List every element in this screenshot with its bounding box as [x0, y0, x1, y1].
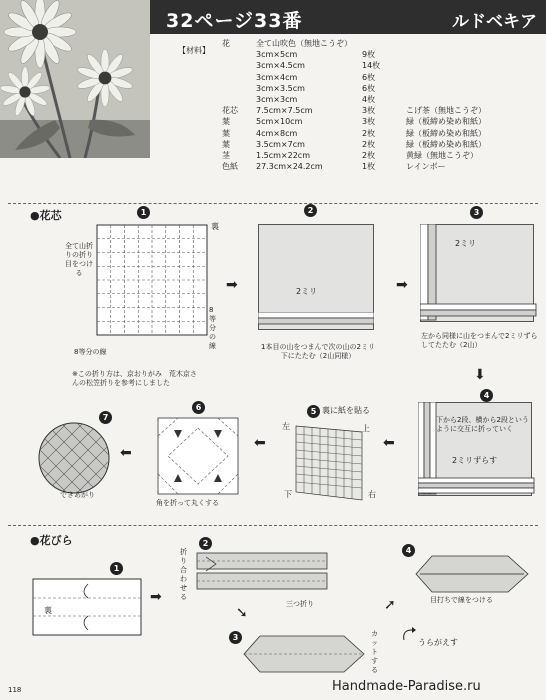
finished-core: [36, 420, 112, 496]
materials-size: 7.5cm×7.5cm: [256, 106, 313, 116]
tri-folded-strip: [196, 552, 330, 594]
step-number: 1: [137, 206, 150, 219]
materials-part: 葉: [222, 117, 230, 127]
direction-top: 上: [362, 424, 370, 433]
materials-qty: 1枚: [362, 162, 376, 172]
step-number: 1: [110, 562, 123, 575]
section-heading-petal: ●花びら: [30, 534, 73, 547]
materials-size: 全て山吹色（無地こうぞ）: [256, 39, 352, 48]
division-label-bottom: 8等分の線: [74, 348, 107, 356]
materials-qty: 9枚: [362, 50, 376, 60]
materials-size: 3cm×3cm: [256, 95, 298, 104]
offset-label: 2ミリ: [296, 287, 318, 296]
reverse-side-label: 裏: [44, 606, 52, 615]
section-divider: [8, 525, 538, 526]
flip-over-icon: [400, 626, 418, 644]
flower-illustration: [0, 0, 150, 158]
step-number: 7: [99, 411, 112, 424]
materials-size: 4cm×8cm: [256, 128, 298, 138]
valley-note: 全て山折りの折り目をつける: [65, 242, 93, 277]
scored-petal: [412, 552, 530, 596]
materials-part: 花: [222, 39, 230, 48]
offset-label: 2ミリ: [455, 239, 477, 248]
flip-over-label: うらがえす: [418, 638, 458, 647]
arrow-right-icon: ➡: [226, 277, 238, 293]
section-divider: [8, 203, 538, 204]
materials-size: 5cm×10cm: [256, 117, 303, 127]
materials-heading: 【材料】: [178, 46, 210, 55]
tri-fold-label: 三つ折り: [286, 600, 314, 608]
fold-together-note: 折り合わせる: [180, 548, 187, 601]
materials-qty: 6枚: [362, 72, 376, 82]
arrow-left-icon: ⬅: [254, 435, 266, 451]
materials-size: 3cm×5cm: [256, 50, 298, 60]
materials-size: 3cm×4cm: [256, 72, 298, 82]
page-number: 118: [8, 686, 22, 694]
materials-table: [222, 38, 522, 178]
finished-label: できあがり: [60, 491, 95, 499]
step-number: 6: [192, 401, 205, 414]
materials-size: 3cm×3.5cm: [256, 83, 305, 93]
arrow-up-right-icon: ➚: [384, 597, 396, 613]
rudbeckia-photo: [0, 0, 150, 158]
page-title: 32ページ33番: [166, 10, 303, 32]
materials-color: レインボー: [406, 162, 446, 172]
step2-caption: 1本目の山をつまんで次の山の2ミリ下にたたむ（2山同様）: [261, 343, 375, 360]
materials-part: 茎: [222, 151, 230, 160]
direction-bottom: 下: [284, 490, 292, 499]
arrow-right-icon: ➡: [150, 589, 162, 605]
materials-qty: 3枚: [362, 117, 376, 127]
arrow-right-icon: ➡: [396, 277, 408, 293]
materials-size: 3.5cm×7cm: [256, 139, 305, 149]
watermark: Handmade-Paradise.ru: [332, 679, 481, 694]
materials-qty: 2枚: [362, 151, 376, 160]
step-number: 4: [480, 389, 493, 402]
arrow-left-icon: ⬅: [383, 435, 395, 451]
cut-note: カットする: [371, 630, 378, 674]
materials-size: 3cm×4.5cm: [256, 61, 305, 71]
step-number: 5: [307, 405, 320, 418]
direction-right: 右: [368, 490, 376, 499]
step4-caption: 下から2段、横から2段というように交互に折っていく: [436, 416, 529, 433]
reference-note: ※この折り方は、京おりがみ 荒木京さんの松笠折りを参考にしました: [72, 370, 197, 387]
glue-note: 裏に紙を貼る: [322, 406, 370, 415]
materials-qty: 2枚: [362, 128, 376, 138]
materials-size: 1.5cm×22cm: [256, 151, 310, 160]
step3-caption: 左から同様に山をつまんで2ミリずらしてたたむ（2山）: [421, 332, 538, 349]
materials-part: 色紙: [222, 162, 238, 172]
rounded-core: [156, 416, 240, 496]
flower-name: ルドベキア: [452, 12, 537, 32]
score-line-caption: 目打ちで線をつける: [430, 596, 493, 604]
materials-color: 緑（板締め染め和紙）: [406, 128, 486, 138]
step-number: 2: [199, 537, 212, 550]
materials-color: 緑（板締め染め和紙）: [406, 117, 486, 127]
woven-core: [292, 422, 368, 504]
materials-color: 黄緑（無地こうぞ）: [406, 151, 478, 160]
arrow-left-icon: ⬅: [120, 445, 132, 461]
materials-qty: 14枚: [362, 61, 381, 71]
materials-color: こげ茶（無地こうぞ）: [406, 106, 486, 116]
materials-color: 緑（板締め染め和紙）: [406, 139, 486, 149]
pleat-detail-2: [420, 224, 538, 326]
step-number: 4: [402, 544, 415, 557]
step-number: 3: [229, 631, 242, 644]
materials-qty: 3枚: [362, 106, 376, 116]
step-number: 2: [304, 204, 317, 217]
step-number: 3: [470, 206, 483, 219]
materials-part: 葉: [222, 128, 230, 138]
materials-qty: 6枚: [362, 83, 376, 93]
reverse-side-label: 裏: [211, 222, 219, 231]
step6-caption: 角を折って丸くする: [156, 499, 219, 507]
offset-label: 2ミリずらす: [452, 456, 498, 465]
core-grid-diagram: [96, 224, 208, 336]
materials-part: 葉: [222, 139, 230, 149]
arrow-down-right-icon: ➘: [236, 605, 248, 621]
materials-part: 花芯: [222, 106, 238, 116]
materials-qty: 2枚: [362, 139, 376, 149]
division-label-right: 8等分の線: [209, 306, 216, 350]
arrow-down-icon: ⬇: [474, 367, 486, 383]
materials-qty: 4枚: [362, 95, 376, 104]
direction-left: 左: [282, 422, 290, 431]
section-heading-core: ●花芯: [30, 209, 62, 222]
cut-petal: [240, 632, 368, 676]
materials-size: 27.3cm×24.2cm: [256, 162, 323, 172]
pleat-detail: [258, 312, 374, 328]
